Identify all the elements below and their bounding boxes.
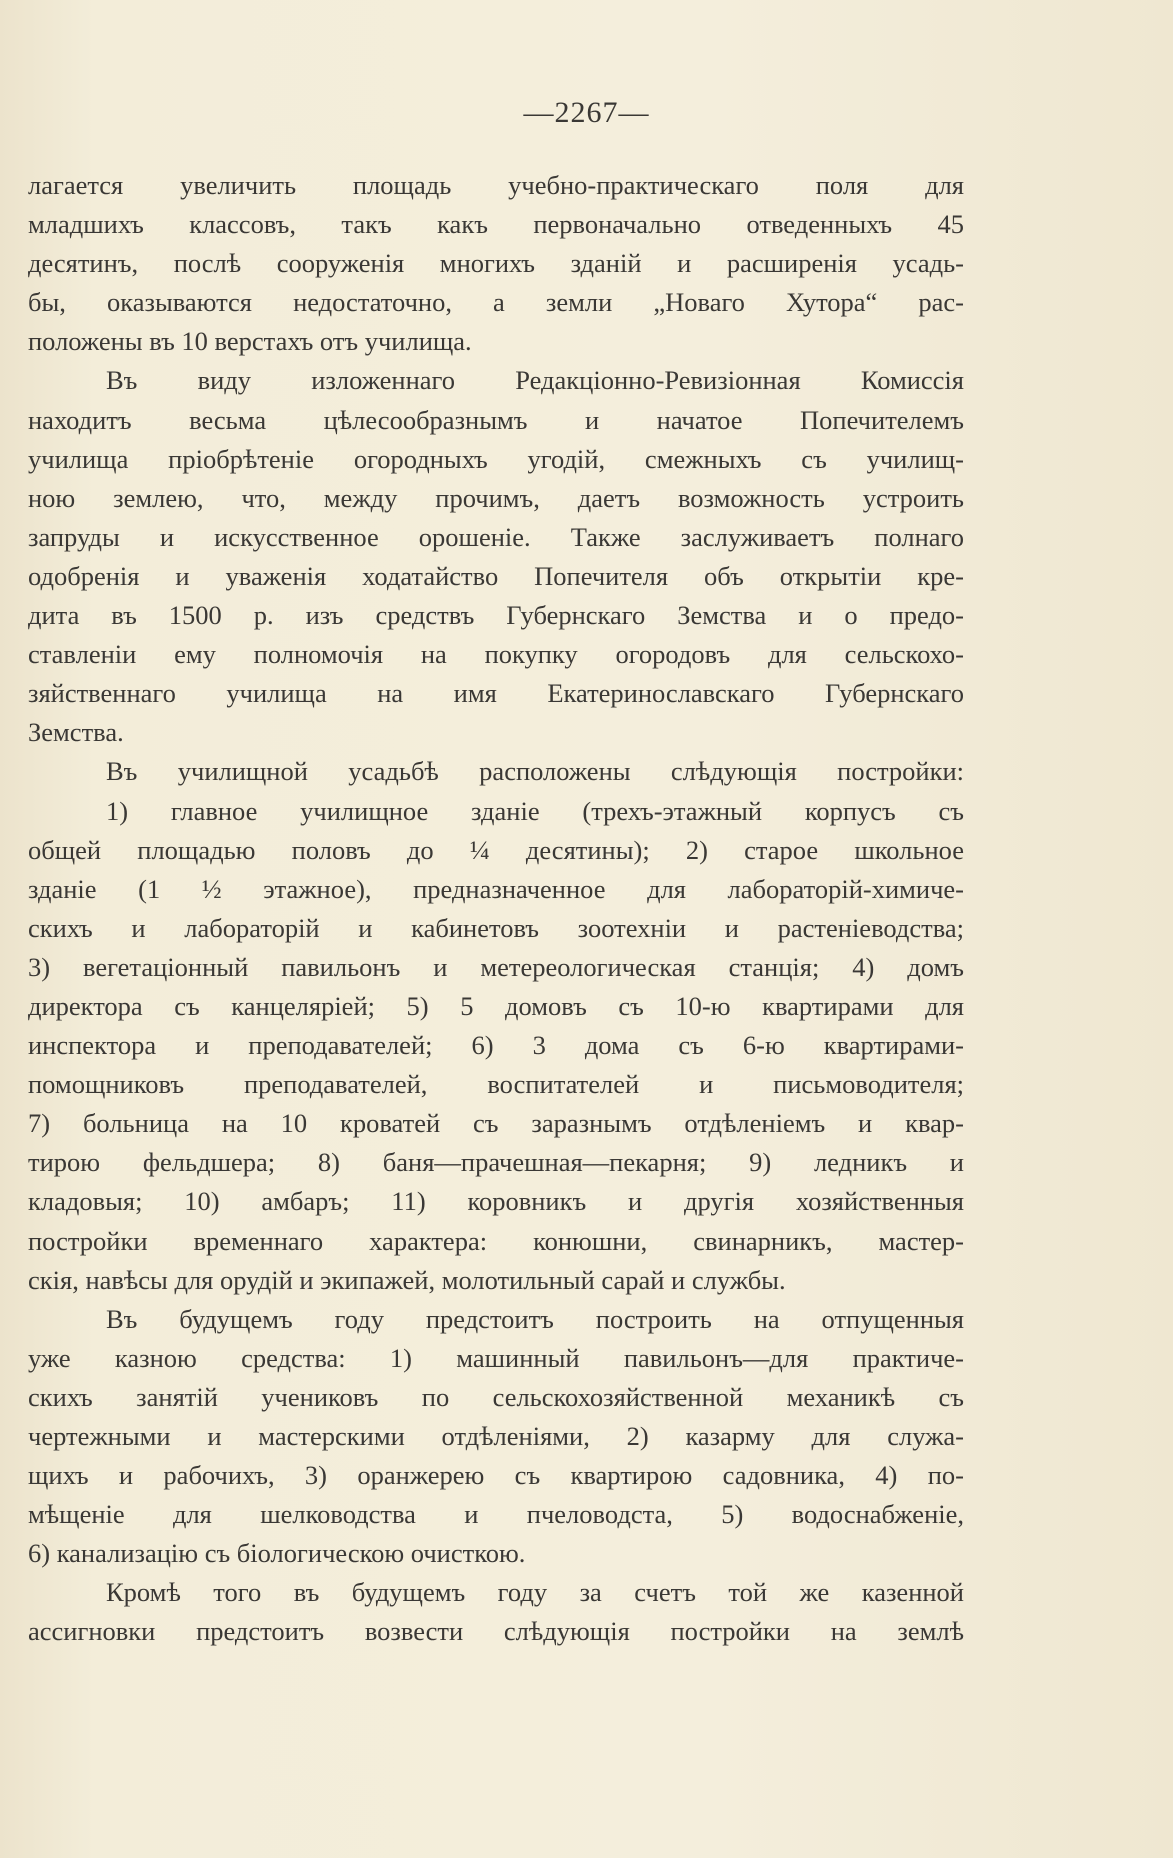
text-line: Въ виду изложеннаго Редакціонно-Ревизіонная Комиссія xyxy=(106,365,964,396)
text-line: 1) главное училищное зданіе (трехъ-этажный корпусъ съ xyxy=(106,795,964,826)
text-line: кладовыя; 10) амбаръ; 11) коровникъ и другія хозяйственныя xyxy=(28,1186,964,1217)
text-line: тирою фельдшера; 8) баня—прачешная—пекарня; 9) ледникъ и xyxy=(28,1147,964,1178)
text-line: мѣщеніе для шелководства и пчеловодста, 5) водоснабженіе, xyxy=(28,1499,964,1530)
text-line: ною землею, что, между прочимъ, даетъ возможность устроить xyxy=(28,482,964,513)
text-line: училища пріобрѣтеніе огородныхъ угодій, смежныхъ съ училищ- xyxy=(28,443,964,474)
text-line: дита въ 1500 р. изъ средствъ Губернскаго Земства и о предо- xyxy=(28,600,964,631)
text-line: положены въ 10 верстахъ отъ училища. xyxy=(28,326,472,357)
text-line: скихъ и лабораторій и кабинетовъ зоотехніи и растеніеводства; xyxy=(28,912,964,943)
page-number: —2267— xyxy=(523,96,650,129)
text-line: запруды и искусственное орошеніе. Также заслуживаетъ полнаго xyxy=(28,521,964,552)
body-text xyxy=(28,166,964,1652)
text-line: скія, навѣсы для орудій и экипажей, молотильный сарай и службы. xyxy=(28,1264,786,1295)
text-line: лагается увеличить площадь учебно-практическаго поля для xyxy=(28,170,964,200)
text-line: младшихъ классовъ, такъ какъ первоначально отведенныхъ 45 xyxy=(28,209,964,240)
text-line: уже казною средства: 1) машинный павильонъ—для практиче- xyxy=(28,1342,964,1373)
text-line: помощниковъ преподавателей, воспитателей и письмоводителя; xyxy=(28,1069,964,1100)
text-line: Земства. xyxy=(28,717,124,748)
text-line: чертежными и мастерскими отдѣленіями, 2) казарму для служа- xyxy=(28,1421,964,1451)
text-line: десятинъ, послѣ сооруженія многихъ зданій и расширенія усадь- xyxy=(28,248,964,279)
text-line: зяйственнаго училища на имя Екатеринославскаго Губернскаго xyxy=(28,678,964,709)
text-line: директора съ канцеляріей; 5) 5 домовъ съ 10-ю квартирами для xyxy=(28,990,964,1021)
text-line: Въ училищной усадьбѣ расположены слѣдующія постройки: xyxy=(106,756,964,787)
text-line: бы, оказываются недостаточно, а земли „Новаго Хутора“ рас- xyxy=(28,287,964,318)
text-line: инспектора и преподавателей; 6) 3 дома съ 6-ю квартирами- xyxy=(28,1030,964,1061)
text-line: 6) канализацію съ біологическою очисткою. xyxy=(28,1538,526,1569)
text-line: одобренія и уваженія ходатайство Попечителя объ открытіи кре- xyxy=(28,560,964,591)
text-line: ассигновки предстоитъ возвести слѣдующія постройки на землѣ xyxy=(28,1616,964,1647)
text-line: постройки временнаго характера: конюшни, свинарникъ, мастер- xyxy=(28,1225,964,1256)
text-line: щихъ и рабочихъ, 3) оранжерею съ квартирою садовника, 4) по- xyxy=(28,1460,964,1491)
text-line: Въ будущемъ году предстоитъ построить на отпущенныя xyxy=(106,1303,964,1334)
text-line: общей площадью половъ до ¼ десятины); 2) старое школьное xyxy=(28,834,964,865)
text-line: ставленіи ему полномочія на покупку огородовъ для сельскохо- xyxy=(28,639,964,670)
text-line: находитъ весьма цѣлесообразнымъ и начатое Попечителемъ xyxy=(28,404,964,435)
text-line: скихъ занятій учениковъ по сельскохозяйственной механикѣ съ xyxy=(28,1381,964,1412)
text-line: зданіе (1 ½ этажное), предназначенное для лабораторій-химиче- xyxy=(28,873,964,904)
text-line: Кромѣ того въ будущемъ году за счетъ той же казенной xyxy=(106,1577,964,1608)
text-line: 7) больница на 10 кроватей съ заразнымъ отдѣленіемъ и квар- xyxy=(28,1108,964,1139)
text-line: 3) вегетаціонный павильонъ и метереологическая станція; 4) домъ xyxy=(28,951,964,982)
